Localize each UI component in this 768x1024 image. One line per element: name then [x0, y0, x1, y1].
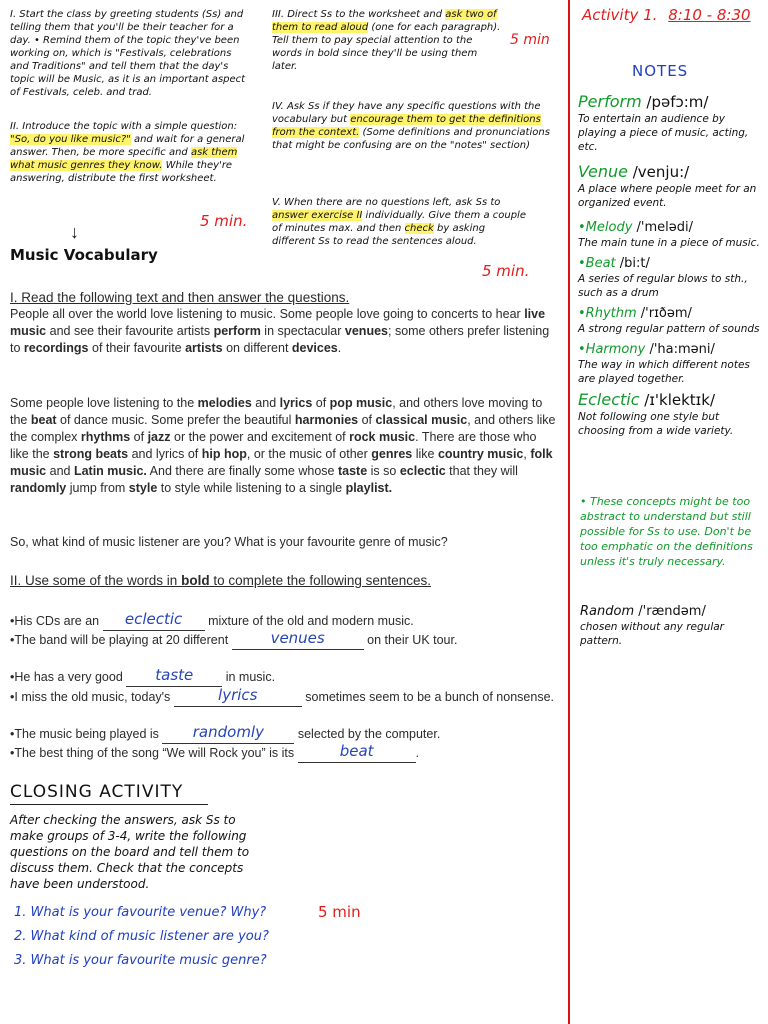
text-run: ; some others prefer listening to [10, 324, 550, 355]
text-run: And there are finally some whose [146, 464, 338, 478]
bold-vocab-word: venues [344, 324, 388, 338]
plan-step-5 [272, 196, 527, 248]
down-arrow-icon: ↓ [70, 222, 79, 242]
text-run: of their favourite [88, 341, 186, 355]
text-run: of [130, 430, 148, 444]
sentence-1-pre: •His CDs are an [10, 614, 103, 628]
sentence-6-post: . [415, 746, 420, 760]
text-run: of [312, 396, 330, 410]
closing-question-1: 1. What is your favourite venue? Why? [14, 905, 267, 920]
bold-vocab-word: jazz [147, 430, 171, 444]
bold-vocab-word: classical music [375, 413, 468, 427]
text-run: like [412, 447, 438, 461]
note-word: •Melody [578, 220, 633, 235]
sentence-3-blank[interactable] [126, 666, 222, 687]
sentence-3 [10, 668, 558, 687]
plan-step-5-highlight: answer exercise II [272, 210, 363, 221]
sentence-4-post: sometimes seem to be a bunch of nonsense. [301, 690, 554, 704]
plan-step-3 [272, 8, 504, 73]
plan-step-2-post: While they're answering, distribute the first worksheet. [10, 160, 233, 184]
sentence-3-answer: taste [155, 666, 194, 684]
sentence-2-post: on their UK tour. [363, 633, 458, 647]
text-run: and [46, 464, 74, 478]
note-word: •Harmony [578, 342, 646, 357]
plan-step-2-highlight: ask them what music genres they know. [10, 147, 238, 171]
note-entry [578, 340, 762, 386]
sentence-3-pre: •He has a very good [10, 670, 127, 684]
note-entry [578, 218, 762, 250]
note-pronunciation: /'melədi/ [632, 220, 694, 235]
plan-step-2-time: 5 min. [200, 212, 248, 230]
sentence-4-blank[interactable] [174, 686, 302, 707]
text-run: or the power and excitement of [170, 430, 350, 444]
text-run: of dance music. Some prefer the beautiful [56, 413, 295, 427]
bold-vocab-word: artists [185, 341, 223, 355]
text-run: , [523, 447, 531, 461]
closing-question-3: 3. What is your favourite music genre? [14, 953, 267, 968]
notes-divider [568, 0, 570, 1024]
paragraph-3: So, what kind of music listener are you? What is your favourite genre of music? [10, 535, 448, 549]
activity-time-range: 8:10 - 8:30 [668, 6, 751, 24]
sentence-5-pre: •The music being played is [10, 727, 163, 741]
note-definition: A place where people meet for an organized event. [578, 183, 757, 209]
note-definition: The way in which different notes are played together. [578, 359, 750, 385]
bold-vocab-word: eclectic [399, 464, 446, 478]
note-random-word: Random [580, 604, 635, 619]
sentence-2 [10, 631, 558, 650]
plan-step-2-mid: and wait for a general answer. Then, be more specific and [10, 134, 245, 158]
sentence-4 [10, 688, 558, 707]
text-run: Some people love listening to the [10, 396, 198, 410]
exercise-2-heading-bold: bold [181, 573, 210, 588]
plan-step-2-question: "So, do you like music?" [10, 134, 131, 145]
text-run: that they will [445, 464, 518, 478]
bold-vocab-word: playlist. [345, 481, 393, 495]
note-entry [578, 254, 762, 300]
text-run: , and others like the complex [10, 413, 556, 444]
plan-step-2-pre: II. Introduce the topic with a simple question: [10, 121, 238, 132]
note-pronunciation: /pəfɔ:m/ [641, 93, 709, 111]
plan-step-3-pre: III. Direct Ss to the worksheet and [272, 9, 446, 20]
sentence-5 [10, 725, 558, 744]
text-run: , and others love moving to the [10, 396, 543, 427]
exercise-2-heading [10, 572, 558, 589]
text-run: jump from [66, 481, 129, 495]
plan-step-5-mid: individually. Give them a couple of minutes max. and then [272, 210, 526, 234]
bold-vocab-word: perform [213, 324, 261, 338]
bold-vocab-word: Latin music. [73, 464, 147, 478]
bold-vocab-word: lyrics [279, 396, 313, 410]
exercise-2-heading-pre: II. Use some of the words in [10, 573, 182, 588]
plan-step-3-time: 5 min [510, 32, 550, 48]
sentence-5-blank[interactable] [162, 723, 294, 744]
notes-heading: NOTES [632, 62, 689, 80]
plan-step-5-time: 5 min. [482, 262, 530, 280]
plan-step-4-post: (Some definitions and pronunciations that might be confusing are on the "notes" section) [272, 127, 550, 151]
note-pronunciation: /'rɪðəm/ [636, 306, 692, 321]
activity-number: Activity 1. [582, 6, 658, 24]
note-word: Eclectic [578, 390, 640, 409]
bold-vocab-word: live music [10, 307, 546, 338]
sentence-5-post: selected by the computer. [294, 727, 441, 741]
bold-vocab-word: rhythms [80, 430, 131, 444]
sentence-6-blank[interactable] [298, 742, 416, 763]
note-pronunciation: /bi:t/ [615, 256, 650, 271]
bold-vocab-word: randomly [10, 481, 67, 495]
sentence-1-blank[interactable] [103, 610, 205, 631]
plan-step-1 [10, 8, 250, 99]
plan-step-3-post: (one for each paragraph). Tell them to pay special attention to the words in bold since they'll be using them later. [272, 22, 501, 72]
note-word: •Rhythm [578, 306, 637, 321]
sentence-4-pre: •I miss the old music, today's [10, 690, 174, 704]
plan-step-3-highlight: ask two of them to read aloud [272, 9, 497, 33]
plan-step-5-highlight-2: check [404, 223, 434, 234]
plan-step-2 [10, 120, 255, 185]
sentence-4-answer: lyrics [218, 686, 258, 704]
worksheet-title: Music Vocabulary [10, 246, 158, 264]
text-run: and [251, 396, 280, 410]
bold-vocab-word: melodies [197, 396, 252, 410]
note-pronunciation: /'ha:məni/ [645, 342, 715, 357]
note-word: Perform [578, 92, 642, 111]
note-definition: The main tune in a piece of music. [578, 237, 760, 249]
plan-step-4-highlight: encourage them to get the definitions from the context. [272, 114, 541, 138]
closing-time: 5 min [318, 903, 361, 921]
activity-label [582, 6, 751, 24]
paragraph-2 [10, 395, 558, 497]
plan-step-4 [272, 100, 557, 152]
sentence-1-answer: eclectic [124, 610, 183, 628]
text-run: in spectacular [260, 324, 345, 338]
bold-vocab-word: devices [291, 341, 338, 355]
sentence-2-pre: •The band will be playing at 20 different [10, 633, 232, 647]
bold-vocab-word: taste [337, 464, 368, 478]
exercise-1-heading [10, 289, 555, 306]
bold-vocab-word: genres [371, 447, 413, 461]
text-run: of [358, 413, 376, 427]
bold-vocab-word: pop music [329, 396, 393, 410]
bold-vocab-word: hip hop [201, 447, 247, 461]
plan-step-5-pre: V. When there are no questions left, ask Ss to [272, 197, 501, 208]
note-definition: Not following one style but choosing from a wide variety. [578, 411, 734, 437]
note-pronunciation: /ɪ'klektɪk/ [639, 391, 715, 409]
sentence-6-answer: beat [339, 742, 374, 760]
note-pronunciation: /venju:/ [627, 163, 690, 181]
note-random-ipa: /'rændəm/ [634, 604, 706, 619]
closing-title: CLOSING ACTIVITY [10, 782, 184, 802]
closing-underline [10, 804, 208, 805]
plan-step-5-post: by asking different Ss to read the sentences aloud. [272, 223, 486, 247]
note-definition: A series of regular blows to sth., such as a drum [578, 273, 748, 299]
text-run: , or the music of other [246, 447, 372, 461]
sentence-6-pre: •The best thing of the song “We will Rock you” is its [10, 746, 298, 760]
note-random-definition: chosen without any regular pattern. [580, 621, 724, 647]
note-random [580, 602, 762, 648]
text-run: and see their favourite artists [46, 324, 214, 338]
bold-vocab-word: harmonies [294, 413, 359, 427]
note-definition: A strong regular pattern of sounds [578, 323, 760, 335]
bold-vocab-word: rock music [349, 430, 416, 444]
bold-vocab-word: folk music [10, 447, 553, 478]
note-entry [578, 92, 762, 154]
sentence-3-post: in music. [222, 670, 276, 684]
note-entry [578, 390, 762, 438]
exercise-1-heading-text: I. Read the following text and then answer the questions. [10, 290, 350, 305]
note-definition: To entertain an audience by playing a piece of music, acting, etc. [578, 113, 749, 153]
closing-body: After checking the answers, ask Ss to make groups of 3-4, write the following questions on the board and tell them to discuss them. Check that the concepts have been understood. [10, 813, 250, 891]
exercise-2-heading-post: to complete the following sentences. [209, 573, 431, 588]
note-word: •Beat [578, 256, 616, 271]
bold-vocab-word: country music [437, 447, 524, 461]
note-word: Venue [578, 162, 628, 181]
plan-step-1-text: I. Start the class by greeting students (Ss) and telling them that you'll be their teacher for a day. • Remind them of the topic they've been working on, which is "Festivals, celebrations and Traditions" and tell them that the day's topic will be Music, as it is an important aspect of Festivals, celeb. and trad. [10, 9, 246, 98]
paragraph-1 [10, 306, 558, 357]
bold-vocab-word: strong beats [53, 447, 129, 461]
note-entry [578, 304, 762, 336]
sentence-2-answer: venues [270, 629, 325, 647]
text-run: . There are those who like the [10, 430, 537, 461]
notes-tip: • These concepts might be too abstract to understand but still possible for Ss to use. Don't be too emphatic on the definitions unless it's truly necessary. [580, 495, 753, 568]
sentence-5-answer: randomly [192, 723, 264, 741]
notes-list [578, 92, 762, 442]
text-run: is so [367, 464, 400, 478]
bold-vocab-word: style [128, 481, 158, 495]
closing-question-2: 2. What kind of music listener are you? [14, 929, 269, 944]
text-run: to style while listening to a single [157, 481, 346, 495]
text-run: . [337, 341, 342, 355]
sentence-2-blank[interactable] [232, 629, 364, 650]
sentence-1-post: mixture of the old and modern music. [204, 614, 414, 628]
text-run: and lyrics of [128, 447, 202, 461]
plan-step-4-pre: IV. Ask Ss if they have any specific questions with the vocabulary but [272, 101, 541, 125]
sentence-6 [10, 744, 558, 763]
bold-vocab-word: beat [30, 413, 57, 427]
bold-vocab-word: recordings [23, 341, 89, 355]
text-run: People all over the world love listening to music. Some people love going to concerts to hear [10, 307, 525, 321]
note-entry [578, 162, 762, 210]
text-run: on different [222, 341, 292, 355]
